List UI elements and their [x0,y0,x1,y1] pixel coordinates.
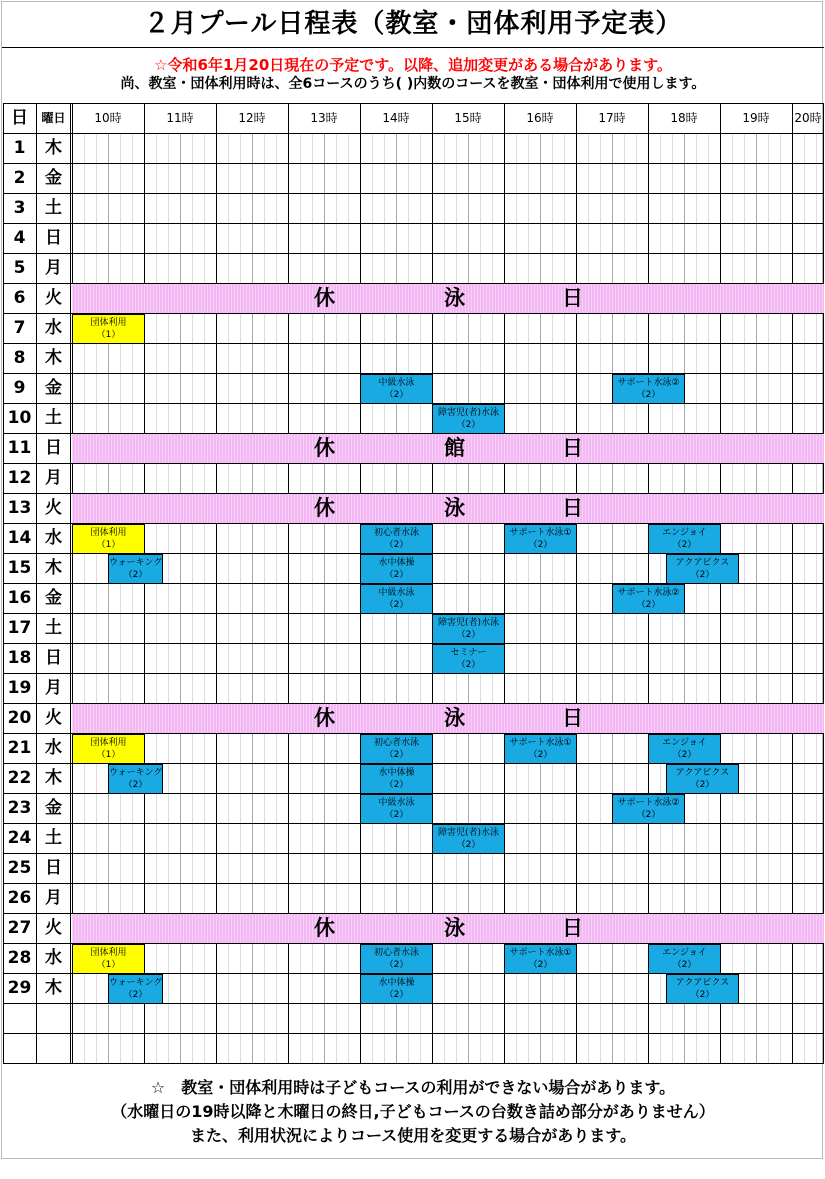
event-label: セミナー [450,648,487,658]
closed-day-char: 泳 [444,496,465,520]
event-courses: （2） [123,780,148,790]
event-courses: （2） [123,990,148,1000]
event-courses: （2） [384,750,409,760]
schedule-event [648,734,721,764]
closed-day-char: 休 [314,496,335,520]
header-hour: 20時 [794,111,822,125]
closed-day-char: 日 [562,436,583,460]
weekday-name: 火 [45,918,62,938]
day-number: 3 [13,198,26,218]
closed-day-char: 日 [562,496,583,520]
day-number [3,1003,36,1033]
schedule-event [360,584,433,614]
weekday-name: 木 [45,768,62,788]
day-number: 26 [7,888,32,908]
closed-day-band [72,284,824,313]
day-number: 29 [7,978,32,998]
weekday-name: 水 [45,318,62,338]
day-number: 25 [7,858,32,878]
weekday-name [36,1003,71,1033]
event-label: 障害児(者)水泳 [437,408,500,418]
weekday-name: 土 [45,828,62,848]
notice-course-usage: 尚、教室・団体利用時は、全6コースのうち( )内数のコースを教室・団体利用で使用します。 [120,76,706,92]
schedule-event [360,764,433,794]
day-number: 14 [7,528,32,548]
event-label: ウォーキング [109,558,163,568]
header-hour: 16時 [526,111,554,125]
closed-day-char: 休 [314,436,335,460]
day-number: 12 [7,468,32,488]
page-title: ２月プール日程表（教室・団体利用予定表） [2,2,824,48]
event-courses: （2） [690,780,715,790]
closed-day-char: 泳 [444,916,465,940]
closed-day-band [72,704,824,733]
schedule-event [360,524,433,554]
weekday-name: 金 [45,378,62,398]
weekday-name: 土 [45,618,62,638]
event-courses: （2） [456,660,481,670]
event-courses: （2） [672,750,697,760]
schedule-event [72,314,145,344]
weekday-name: 日 [45,228,62,248]
footer-notes [2,1076,824,1148]
event-label: アクアビクス [675,978,730,988]
header-hour: 15時 [454,111,482,125]
event-courses: （2） [636,810,661,820]
grid-row-line [3,223,824,224]
event-courses: （2） [384,810,409,820]
grid-row-line [3,673,824,674]
header-hour: 10時 [94,111,122,125]
event-courses: （2） [636,390,661,400]
day-number: 23 [7,798,32,818]
event-label: ウォーキング [109,978,163,988]
schedule-event [432,404,505,434]
event-courses: （1） [96,540,121,550]
event-courses: （2） [690,570,715,580]
grid-row-line [3,163,824,164]
weekday-name: 火 [45,708,62,728]
schedule-event [612,794,685,824]
schedule-event [360,944,433,974]
event-label: サポート水泳① [509,948,572,958]
day-number: 19 [7,678,32,698]
closed-day-char: 休 [314,286,335,310]
schedule-event [360,554,433,584]
day-number: 2 [13,168,26,188]
schedule-event [504,734,577,764]
schedule-event [108,974,163,1004]
header-hour: 18時 [670,111,698,125]
event-label: 中級水泳 [378,378,415,388]
closed-day-char: 泳 [444,286,465,310]
day-number: 5 [13,258,26,278]
grid-row-line [3,1033,824,1034]
schedule-event [666,554,739,584]
day-number: 18 [7,648,32,668]
event-label: エンジョイ [662,738,707,748]
day-number: 27 [7,918,32,938]
event-courses: （2） [528,960,553,970]
day-number: 17 [7,618,32,638]
notice-current-schedule: ☆令和6年1月20日現在の予定です。以降、追加変更がある場合があります。 [154,56,672,74]
event-courses: （2） [456,840,481,850]
event-label: エンジョイ [662,528,707,538]
weekday-name: 土 [45,198,62,218]
event-label: 水中体操 [378,978,415,988]
schedule-event [666,764,739,794]
schedule-event [612,374,685,404]
weekday-name: 水 [45,948,62,968]
event-courses: （2） [384,390,409,400]
weekday-name: 日 [45,438,62,458]
day-number: 22 [7,768,32,788]
event-label: サポート水泳① [509,528,572,538]
closed-day-char: 泳 [444,706,465,730]
schedule-event [72,524,145,554]
weekday-name: 金 [45,168,62,188]
grid-row-line [3,133,824,134]
closed-day-char: 日 [562,286,583,310]
weekday-name: 日 [45,858,62,878]
weekday-name: 水 [45,738,62,758]
grid-row-line [3,643,824,644]
event-label: サポート水泳② [617,798,680,808]
event-courses: （2） [384,990,409,1000]
event-courses: （2） [384,960,409,970]
event-label: 初心者水泳 [373,738,419,748]
schedule-event [360,794,433,824]
grid-row-line [3,1063,824,1064]
day-number: 1 [13,138,26,158]
weekday-name [36,1033,71,1063]
header-hour: 19時 [742,111,770,125]
weekday-name: 水 [45,528,62,548]
event-courses: （2） [528,540,553,550]
event-label: アクアビクス [675,768,730,778]
event-label: サポート水泳① [509,738,572,748]
event-courses: （2） [384,600,409,610]
event-courses: （2） [456,420,481,430]
weekday-name: 木 [45,348,62,368]
weekday-name: 土 [45,408,62,428]
header-hour: 14時 [382,111,410,125]
schedule-event [666,974,739,1004]
header-hour: 12時 [238,111,266,125]
day-number: 4 [13,228,26,248]
schedule-event [504,944,577,974]
event-label: 中級水泳 [378,798,415,808]
schedule-event [612,584,685,614]
closed-day-char: 休 [314,916,335,940]
grid-row-line [3,253,824,254]
schedule-event [108,554,163,584]
event-courses: （2） [384,780,409,790]
event-label: ウォーキング [109,768,163,778]
event-courses: （2） [384,570,409,580]
schedule-sheet [1,1,823,1159]
weekday-name: 月 [45,888,62,908]
closed-day-char: 日 [562,916,583,940]
header-hour: 13時 [310,111,338,125]
event-label: エンジョイ [662,948,707,958]
schedule-event [504,524,577,554]
day-number: 21 [7,738,32,758]
event-courses: （2） [528,750,553,760]
day-number: 15 [7,558,32,578]
grid-row-line [3,883,824,884]
day-number: 20 [7,708,32,728]
event-label: 障害児(者)水泳 [437,618,500,628]
closed-day-band [72,434,824,463]
day-number [3,1033,36,1063]
header-hour: 11時 [166,111,194,125]
event-courses: （1） [96,330,121,340]
weekday-name: 金 [45,798,62,818]
event-label: サポート水泳② [617,378,680,388]
event-label: 水中体操 [378,768,415,778]
event-label: 水中体操 [378,558,415,568]
header-day: 日 [11,108,28,128]
weekday-name: 日 [45,648,62,668]
closed-day-char: 休 [314,706,335,730]
event-label: アクアビクス [675,558,730,568]
weekday-name: 月 [45,678,62,698]
day-number: 7 [13,318,26,338]
day-number: 10 [7,408,32,428]
event-label: 初心者水泳 [373,948,419,958]
schedule-event [360,374,433,404]
event-courses: （1） [96,960,121,970]
grid-row-line [3,193,824,194]
event-courses: （2） [123,570,148,580]
schedule-event [432,644,505,674]
day-number: 28 [7,948,32,968]
day-number: 11 [7,438,32,458]
schedule-event [72,944,145,974]
weekday-name: 木 [45,978,62,998]
closed-day-band [72,914,824,943]
header-weekday: 曜日 [41,111,66,125]
event-label: 初心者水泳 [373,528,419,538]
event-courses: （1） [96,750,121,760]
schedule-event [72,734,145,764]
event-label: サポート水泳② [617,588,680,598]
day-number: 9 [13,378,26,398]
event-label: 団体利用 [90,528,127,538]
day-number: 13 [7,498,32,518]
day-number: 6 [13,288,26,308]
schedule-event [360,734,433,764]
grid-row-line [3,103,824,104]
schedule-event [432,614,505,644]
schedule-event [432,824,505,854]
schedule-event [648,524,721,554]
closed-day-char: 日 [562,706,583,730]
event-courses: （2） [672,960,697,970]
day-number: 16 [7,588,32,608]
closed-day-char: 館 [444,436,465,460]
footer-line-1: ☆ 教室・団体利用時は子どもコースの利用ができない場合があります。 [150,1078,676,1097]
schedule-event [108,764,163,794]
weekday-name: 月 [45,258,62,278]
grid-row-line [3,853,824,854]
event-label: 団体利用 [90,948,127,958]
header-hour: 17時 [598,111,626,125]
event-label: 中級水泳 [378,588,415,598]
weekday-name: 木 [45,138,62,158]
footer-line-2: （水曜日の19時以降と木曜日の終日,子どもコースの台数き詰め部分がありません） [111,1102,715,1121]
event-label: 団体利用 [90,318,127,328]
event-courses: （2） [690,990,715,1000]
closed-day-band [72,494,824,523]
day-number: 24 [7,828,32,848]
event-label: 障害児(者)水泳 [437,828,500,838]
footer-line-3: また、利用状況によりコース使用を変更する場合があります。 [190,1126,636,1145]
weekday-name: 木 [45,558,62,578]
weekday-name: 金 [45,588,62,608]
weekday-name: 火 [45,498,62,518]
event-courses: （2） [636,600,661,610]
event-courses: （2） [384,540,409,550]
schedule-event [648,944,721,974]
schedule-grid [3,103,824,1067]
schedule-event [360,974,433,1004]
event-courses: （2） [672,540,697,550]
event-courses: （2） [456,630,481,640]
weekday-name: 月 [45,468,62,488]
event-label: 団体利用 [90,738,127,748]
grid-row-line [3,463,824,464]
weekday-name: 火 [45,288,62,308]
day-number: 8 [13,348,26,368]
